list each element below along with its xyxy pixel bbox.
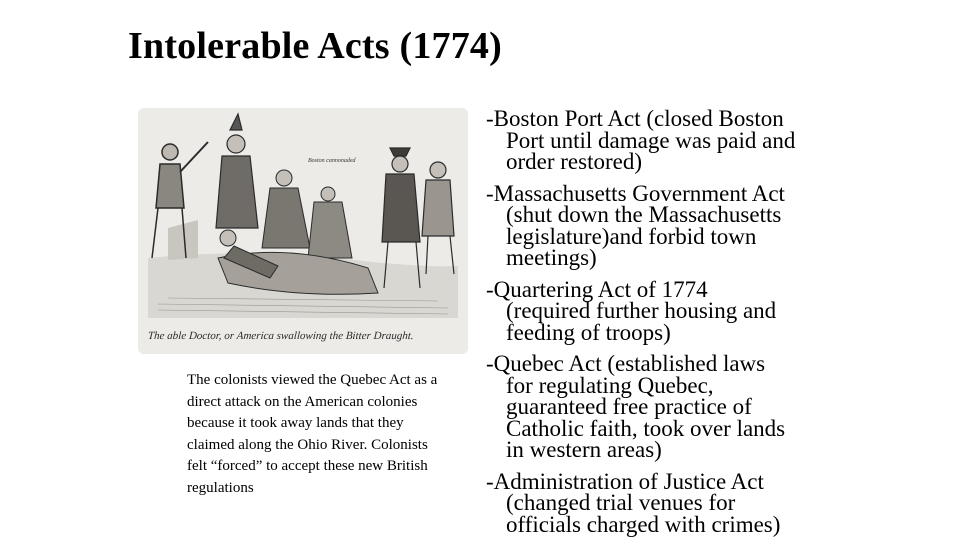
act-line: for regulating Quebec,	[506, 372, 714, 398]
act-line: -Quebec Act (established laws	[486, 351, 766, 376]
act-item-quebec	[486, 353, 956, 461]
act-line: legislature)and forbid town	[506, 223, 757, 249]
act-line: officials charged with crimes)	[506, 511, 781, 537]
act-line: guaranteed free practice of	[506, 394, 752, 419]
quebec-act-caption: The colonists viewed the Quebec Act as a direct attack on the American colonies because it took away lands that they claimed along the Ohio River. Colonists felt “forced” to accept these new British regulations	[187, 372, 438, 496]
act-line: Port until damage was paid and	[506, 127, 796, 153]
cartoon-inscription: Boston cannonaded	[308, 158, 356, 164]
act-line: feeding of troops)	[506, 319, 671, 345]
act-line: -Quartering Act of 1774	[486, 276, 708, 302]
act-line: -Massachusetts Government Act	[486, 180, 785, 206]
act-line: meetings)	[506, 245, 597, 270]
act-line: -Boston Port Act (closed Boston	[486, 106, 784, 131]
act-line: order restored)	[506, 149, 643, 174]
act-line: (changed trial venues for	[506, 490, 736, 515]
act-item-boston-port	[486, 108, 956, 173]
slide-title: Intolerable Acts (1774)	[128, 25, 502, 67]
act-line: in western areas)	[506, 437, 662, 462]
engraving-illustration	[138, 108, 468, 354]
acts-list	[486, 108, 956, 540]
act-line: (shut down the Massachusetts	[506, 202, 782, 227]
act-line: (required further housing and	[506, 298, 777, 323]
act-item-administration-of-justice	[486, 468, 956, 537]
act-line: -Administration of Justice Act	[486, 468, 764, 494]
act-item-quartering	[486, 276, 956, 345]
act-line: Catholic faith, took over lands	[506, 415, 786, 441]
cartoon-image	[138, 108, 468, 354]
act-item-massachusetts-government	[486, 180, 956, 270]
cartoon-caption: The able Doctor, or America swallowing the Bitter Draught.	[147, 330, 415, 342]
